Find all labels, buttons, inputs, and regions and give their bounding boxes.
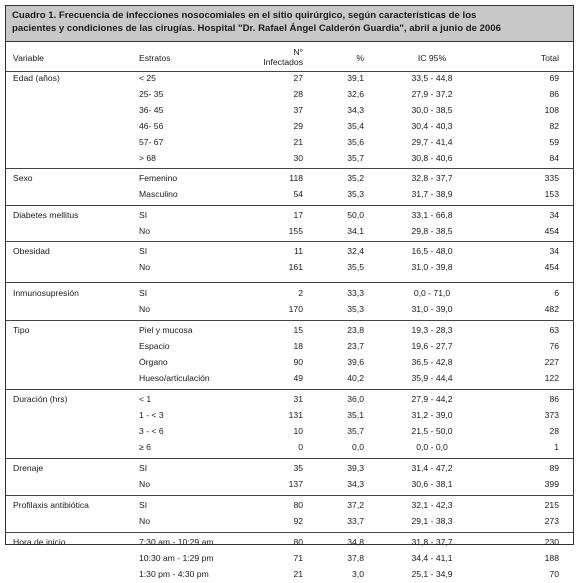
- table-row: [6, 210, 573, 224]
- row-ic: 33,1 - 66,8: [411, 210, 453, 220]
- row-infectados: 49: [293, 373, 303, 383]
- table-row: [6, 173, 573, 187]
- table-row: [6, 246, 573, 260]
- row-ic: 0,0 - 0,0: [416, 442, 448, 452]
- row-total: 399: [544, 479, 559, 489]
- table-document: [5, 5, 574, 579]
- row-ic: 31,0 - 39,0: [411, 304, 453, 314]
- row-ic: 27,9 - 37,2: [411, 89, 453, 99]
- group-divider: [6, 532, 573, 533]
- row-ic: 29,1 - 38,3: [411, 516, 453, 526]
- row-total: 108: [544, 105, 559, 115]
- row-ic: 0,0 - 71,0: [413, 288, 451, 298]
- row-ic: 36,5 - 42,8: [411, 357, 453, 367]
- table-row: [6, 500, 573, 514]
- header-infectados-line-2: Infectados: [263, 57, 303, 67]
- table-row: [6, 73, 573, 87]
- row-percent: 35,3: [347, 304, 364, 314]
- table-row: [6, 325, 573, 339]
- row-ic: 30,6 - 38,1: [411, 479, 453, 489]
- group-divider: [6, 389, 573, 390]
- row-total: 34: [549, 246, 559, 256]
- row-percent: 40,2: [347, 373, 364, 383]
- table-header-row: [6, 47, 573, 69]
- header-variable: Variable: [13, 53, 44, 63]
- table-row: [6, 357, 573, 371]
- row-infectados: 29: [293, 121, 303, 131]
- row-total: 86: [549, 394, 559, 404]
- table-title-line-2: pacientes y condiciones de las cirugías. Hospital "Dr. Rafael Ángel Calderón Guardia", abril a junio de 2006: [12, 23, 501, 34]
- row-infectados: 131: [288, 410, 303, 420]
- row-percent: 35,6: [347, 137, 364, 147]
- table-row: [6, 137, 573, 151]
- row-infectados: 54: [293, 189, 303, 199]
- row-estrato: SI: [139, 463, 148, 473]
- header-percent: %: [356, 53, 364, 63]
- table-row: [6, 189, 573, 203]
- row-estrato: 36- 45: [139, 105, 164, 115]
- table-row: [6, 341, 573, 355]
- table-row: [6, 516, 573, 530]
- header-total: Total: [540, 53, 559, 63]
- row-estrato: < 1: [139, 394, 152, 404]
- row-total: 454: [544, 226, 559, 236]
- row-total: 373: [544, 410, 559, 420]
- row-infectados: 80: [293, 500, 303, 510]
- row-estrato: No: [139, 304, 150, 314]
- row-percent: 32,6: [347, 89, 364, 99]
- row-percent: 0,0: [352, 442, 364, 452]
- row-total: 188: [544, 553, 559, 563]
- row-percent: 34,1: [347, 226, 364, 236]
- table-row: [6, 553, 573, 567]
- row-ic: 30,0 - 38,5: [411, 105, 453, 115]
- row-infectados: 92: [293, 516, 303, 526]
- row-estrato: No: [139, 516, 150, 526]
- row-ic: 33,5 - 44,8: [411, 73, 453, 83]
- row-ic: 25,1 - 34,9: [411, 569, 453, 579]
- row-estrato: 57- 67: [139, 137, 164, 147]
- table-row: [6, 410, 573, 424]
- row-infectados: 118: [289, 173, 303, 183]
- row-estrato: 7:30 am - 10:29 am: [139, 537, 214, 547]
- row-ic: 31,0 - 39,8: [411, 262, 453, 272]
- row-ic: 34,4 - 41,1: [411, 553, 453, 563]
- row-percent: 34,8: [347, 537, 364, 547]
- row-percent: 50,0: [347, 210, 364, 220]
- row-percent: 37,8: [347, 553, 364, 563]
- row-percent: 37,2: [347, 500, 364, 510]
- row-variable: Diabetes mellitus: [13, 210, 79, 220]
- table-row: [6, 463, 573, 477]
- row-estrato: 1 - < 3: [139, 410, 164, 420]
- header-ic: IC 95%: [417, 53, 447, 63]
- row-percent: 35,7: [347, 153, 364, 163]
- row-infectados: 17: [293, 210, 303, 220]
- row-estrato: Piel y mucosa: [139, 325, 193, 335]
- header-estratos: Estratos: [139, 53, 171, 63]
- row-estrato: 25- 35: [139, 89, 164, 99]
- group-divider: [6, 458, 573, 459]
- row-estrato: Femenino: [139, 173, 178, 183]
- row-ic: 30,8 - 40,6: [411, 153, 453, 163]
- group-divider: [6, 495, 573, 496]
- group-divider: [6, 205, 573, 206]
- table-row: [6, 288, 573, 302]
- row-infectados: 71: [293, 553, 303, 563]
- row-ic: 31,4 - 47,2: [411, 463, 453, 473]
- row-infectados: 35: [293, 463, 303, 473]
- row-total: 153: [544, 189, 559, 199]
- row-variable: Edad (años): [13, 73, 60, 83]
- row-ic: 31,2 - 39,0: [411, 410, 453, 420]
- row-percent: 39,6: [347, 357, 364, 367]
- row-infectados: 30: [293, 153, 303, 163]
- row-estrato: 10:30 am - 1:29 pm: [139, 553, 214, 563]
- table-row: [6, 394, 573, 408]
- row-ic: 27,9 - 44,2: [411, 394, 453, 404]
- row-estrato: No: [139, 479, 150, 489]
- row-total: 69: [549, 73, 559, 83]
- row-estrato: SI: [139, 246, 148, 256]
- row-total: 70: [549, 569, 559, 579]
- row-estrato: Masculino: [139, 189, 178, 199]
- row-estrato: ≥ 6: [139, 442, 151, 452]
- row-total: 454: [544, 262, 559, 272]
- row-variable: Sexo: [13, 173, 33, 183]
- row-total: 59: [549, 137, 559, 147]
- row-variable: Tipo: [13, 325, 30, 335]
- row-total: 28: [549, 426, 559, 436]
- row-total: 82: [549, 121, 559, 131]
- row-infectados: 37: [293, 105, 303, 115]
- row-total: 335: [544, 173, 559, 183]
- row-total: 63: [549, 325, 559, 335]
- row-infectados: 10: [293, 426, 303, 436]
- row-ic: 19,6 - 27,7: [411, 341, 453, 351]
- row-estrato: 3 - < 6: [139, 426, 164, 436]
- row-ic: 32,8 - 37,7: [411, 173, 453, 183]
- table-row: [6, 537, 573, 551]
- row-total: 230: [544, 537, 559, 547]
- group-divider: [6, 320, 573, 321]
- row-percent: 33,3: [347, 288, 364, 298]
- row-total: 84: [549, 153, 559, 163]
- row-ic: 31,8 - 37,7: [411, 537, 453, 547]
- row-estrato: Espacio: [139, 341, 170, 351]
- row-estrato: SI: [139, 500, 148, 510]
- row-estrato: 1:30 pm - 4:30 pm: [139, 569, 209, 579]
- table-row: [6, 226, 573, 240]
- table-row: [6, 262, 573, 276]
- table-title-line-1: Cuadro 1. Frecuencia de infecciones nosocomiales en el sitio quirúrgico, según características de los: [12, 10, 477, 21]
- row-infectados: 137: [288, 479, 303, 489]
- row-ic: 21,5 - 50,0: [411, 426, 453, 436]
- header-divider: [6, 71, 573, 72]
- table-row: [6, 442, 573, 456]
- row-percent: 35,2: [347, 173, 364, 183]
- row-variable: Duración (hrs): [13, 394, 68, 404]
- row-percent: 35,5: [347, 262, 364, 272]
- row-percent: 36,0: [347, 394, 364, 404]
- row-variable: Profilaxis antibiótica: [13, 500, 89, 510]
- row-ic: 31,7 - 38,9: [411, 189, 453, 199]
- row-infectados: 15: [293, 325, 303, 335]
- table-row: [6, 479, 573, 493]
- row-total: 76: [549, 341, 559, 351]
- row-percent: 34,3: [347, 479, 364, 489]
- row-percent: 33,7: [347, 516, 364, 526]
- row-estrato: SI: [139, 210, 148, 220]
- row-variable: Inmunosupresión: [13, 288, 79, 298]
- row-percent: 39,3: [347, 463, 364, 473]
- row-percent: 3,0: [352, 569, 364, 579]
- row-estrato: > 68: [139, 153, 156, 163]
- group-divider: [6, 168, 573, 169]
- table-row: [6, 153, 573, 167]
- row-estrato: Hueso/articulación: [139, 373, 210, 383]
- row-infectados: 155: [288, 226, 303, 236]
- row-infectados: 27: [293, 73, 303, 83]
- row-percent: 23,8: [347, 325, 364, 335]
- table-row: [6, 304, 573, 318]
- row-total: 482: [544, 304, 559, 314]
- row-ic: 32,1 - 42,3: [411, 500, 453, 510]
- row-percent: 35,3: [347, 189, 364, 199]
- row-variable: Drenaje: [13, 463, 44, 473]
- row-ic: 30,4 - 40,3: [411, 121, 453, 131]
- row-infectados: 11: [294, 246, 303, 256]
- row-estrato: SI: [139, 288, 148, 298]
- row-estrato: 46- 56: [139, 121, 164, 131]
- row-estrato: < 25: [139, 73, 156, 83]
- row-infectados: 161: [288, 262, 303, 272]
- row-total: 122: [544, 373, 559, 383]
- row-estrato: Órgano: [139, 357, 168, 367]
- table-title: [6, 6, 573, 42]
- row-total: 227: [544, 357, 559, 367]
- table-row: [6, 89, 573, 103]
- row-variable: Hora de inicio: [13, 537, 66, 547]
- row-ic: 35,9 - 44,4: [411, 373, 453, 383]
- row-percent: 34,3: [347, 105, 364, 115]
- row-percent: 39,1: [347, 73, 364, 83]
- row-total: 6: [554, 288, 559, 298]
- row-ic: 29,8 - 38,5: [411, 226, 453, 236]
- row-infectados: 2: [298, 288, 303, 298]
- row-infectados: 18: [293, 341, 303, 351]
- group-divider: [6, 282, 573, 283]
- row-infectados: 28: [293, 89, 303, 99]
- table-row: [6, 426, 573, 440]
- row-total: 215: [544, 500, 559, 510]
- row-ic: 16,5 - 48,0: [411, 246, 453, 256]
- table-row: [6, 121, 573, 135]
- group-divider: [6, 241, 573, 242]
- row-infectados: 21: [293, 569, 303, 579]
- row-total: 34: [549, 210, 559, 220]
- table-row: [6, 569, 573, 583]
- row-infectados: 21: [293, 137, 303, 147]
- row-ic: 19,3 - 28,3: [411, 325, 453, 335]
- row-total: 89: [549, 463, 559, 473]
- row-infectados: 0: [298, 442, 303, 452]
- row-variable: Obesidad: [13, 246, 50, 256]
- header-infectados-line-1: N°: [293, 47, 303, 57]
- row-ic: 29,7 - 41,4: [411, 137, 453, 147]
- row-total: 86: [549, 89, 559, 99]
- row-percent: 35,1: [347, 410, 364, 420]
- row-total: 273: [544, 516, 559, 526]
- row-infectados: 80: [293, 537, 303, 547]
- row-estrato: No: [139, 226, 150, 236]
- table-row: [6, 105, 573, 119]
- row-infectados: 170: [288, 304, 303, 314]
- row-infectados: 90: [293, 357, 303, 367]
- row-total: 1: [554, 442, 559, 452]
- row-estrato: No: [139, 262, 150, 272]
- table-row: [6, 373, 573, 387]
- row-percent: 23,7: [347, 341, 364, 351]
- row-infectados: 31: [293, 394, 303, 404]
- row-percent: 32,4: [347, 246, 364, 256]
- row-percent: 35,7: [347, 426, 364, 436]
- row-percent: 35,4: [347, 121, 364, 131]
